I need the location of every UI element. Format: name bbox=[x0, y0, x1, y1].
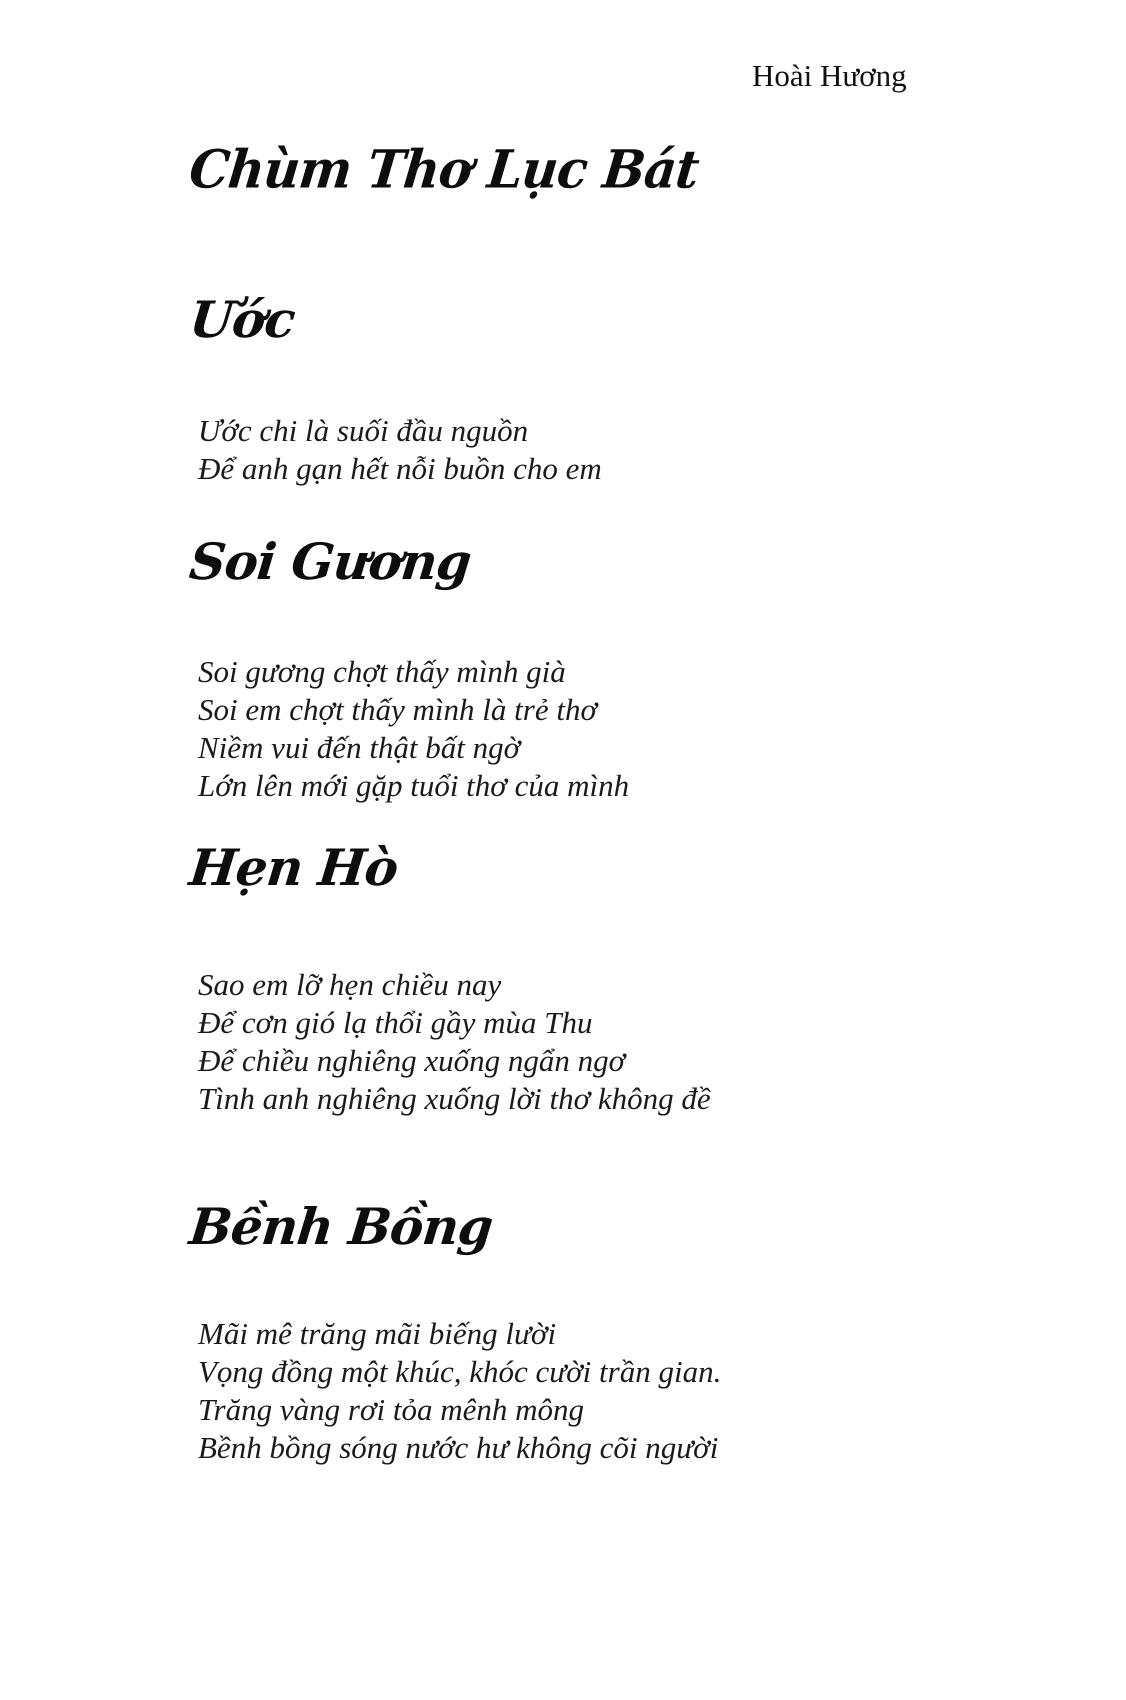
poem-line: Để anh gạn hết nỗi buồn cho em bbox=[198, 451, 602, 486]
poem-line: Ước chi là suối đầu nguồn bbox=[198, 413, 529, 448]
poem-title-hen-ho: Hẹn Hò bbox=[186, 838, 401, 897]
poem-line: Bềnh bồng sóng nước hư không cõi người bbox=[198, 1430, 719, 1465]
poem-line: Trăng vàng rơi tỏa mênh mông bbox=[198, 1392, 584, 1427]
poem-line: Soi em chợt thấy mình là trẻ thơ bbox=[198, 692, 598, 727]
poem-line: Lớn lên mới gặp tuổi thơ của mình bbox=[198, 768, 630, 803]
poem-line: Vọng đồng một khúc, khóc cười trần gian. bbox=[198, 1354, 722, 1389]
poem-title-soi-guong: Soi Gương bbox=[186, 532, 474, 591]
collection-title: Chùm Thơ Lục Bát bbox=[186, 138, 702, 200]
poem-body-soi-guong bbox=[198, 653, 629, 805]
poem-title-uoc: Ước bbox=[186, 290, 298, 349]
poem-line: Để cơn gió lạ thổi gầy mùa Thu bbox=[198, 1005, 593, 1040]
author-name: Hoài Hương bbox=[752, 58, 907, 93]
poem-body-benh-bong bbox=[198, 1315, 721, 1467]
poem-title-benh-bong: Bềnh Bồng bbox=[186, 1197, 496, 1256]
poem-line: Mãi mê trăng mãi biếng lười bbox=[198, 1316, 557, 1351]
poem-body-hen-ho bbox=[198, 966, 711, 1118]
poem-line: Soi gương chợt thấy mình già bbox=[198, 654, 566, 689]
poem-body-uoc bbox=[198, 412, 602, 488]
poem-line: Để chiều nghiêng xuống ngẩn ngơ bbox=[198, 1043, 626, 1078]
poem-line: Niềm vui đến thật bất ngờ bbox=[198, 730, 521, 765]
poem-line: Tình anh nghiêng xuống lời thơ không đề bbox=[198, 1081, 711, 1116]
poem-line: Sao em lỡ hẹn chiều nay bbox=[198, 967, 502, 1002]
